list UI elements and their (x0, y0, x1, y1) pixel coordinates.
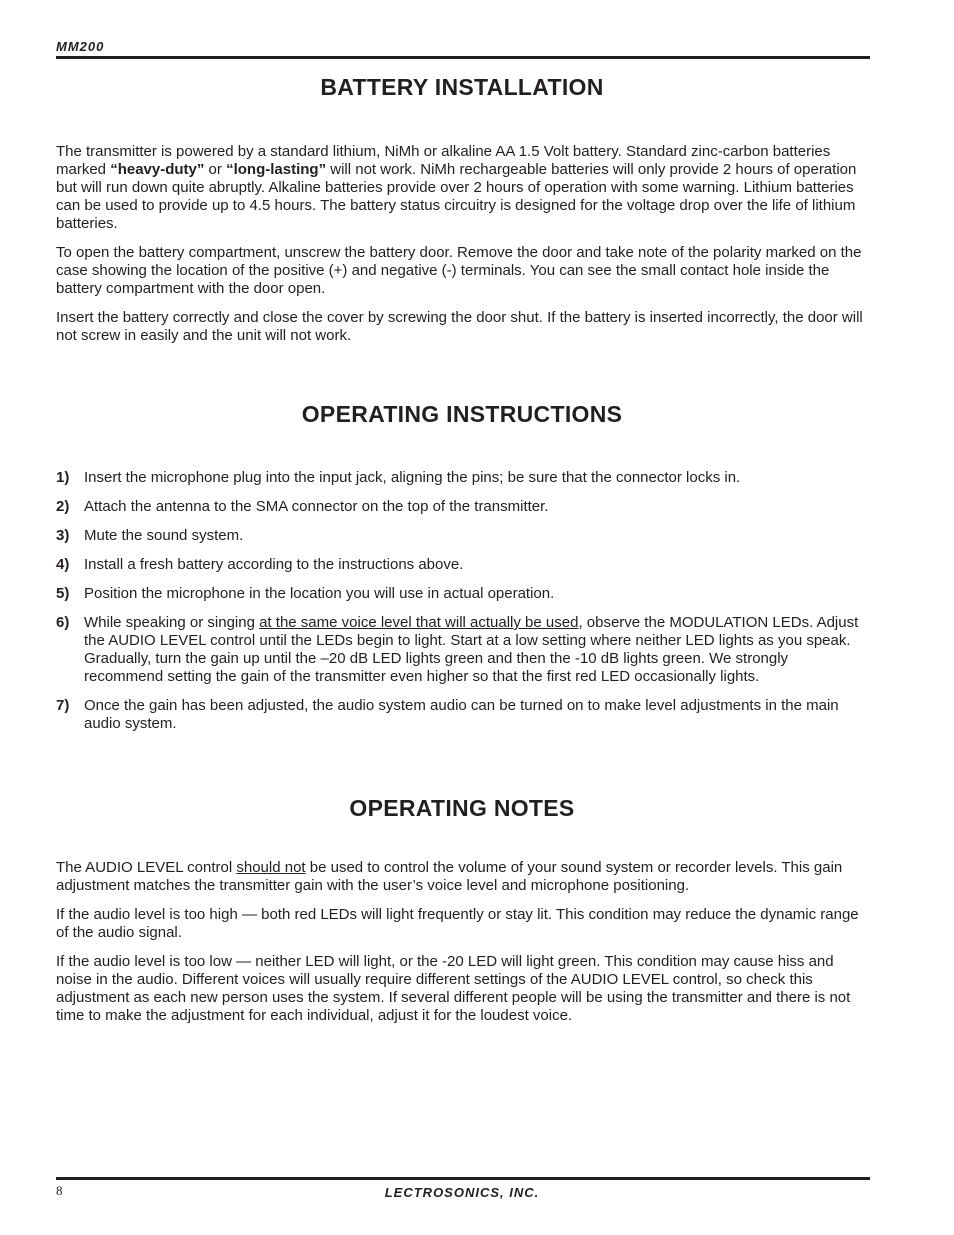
page-number: 8 (56, 1183, 63, 1198)
battery-installation-heading: BATTERY INSTALLATION (320, 74, 604, 100)
list-item: 6) While speaking or singing at the same voice level that will actually be used, observe the MODULATION LEDs. Adjust the AUDIO LEVEL control until the LEDs begin to light. Start at a low setting where neither LED lights as you speak. Gradually, turn the gain up until the –20 dB LED lights green and then the -10 dB lights green. We strongly recommend setting the gain of the transmitter even higher so that the first red LED occasionally lights. (56, 614, 859, 685)
list-item: 2) Attach the antenna to the SMA connector on the top of the transmitter. (56, 498, 549, 515)
underlined-phrase: at the same voice level that will actually be used (259, 614, 579, 631)
list-item: 3) Mute the sound system. (56, 527, 244, 544)
heavy-duty-term: “heavy-duty” (110, 161, 205, 178)
battery-paragraph-3: Insert the battery correctly and close the cover by screwing the door shut. If the battery is inserted incorrectly, the door will not screw in easily and the unit will not work. (56, 309, 863, 344)
list-item: 7) Once the gain has been adjusted, the audio system audio can be turned on to make level adjustments in the main audio system. (56, 697, 839, 732)
header-model-name: MM200 (56, 39, 105, 54)
instruction-steps-list (56, 469, 870, 733)
operating-instructions-section (56, 469, 870, 744)
list-item: 5) Position the microphone in the location you will use in actual operation. (56, 585, 555, 602)
battery-paragraph-1: The transmitter is powered by a standard lithium, NiMh or alkaline AA 1.5 Volt battery. Standard zinc-carbon batteries marked “heavy-duty” or “long-lasting” will not work. NiMh rechargeable batteries will only provide 2 hours of operation but will run down quite abruptly. Alkaline batteries provide over 2 hours of operation with some warning. Lithium batteries can be used to provide up to 4.5 hours. The battery status circuitry is designed for the voltage drop over the life of lithium batteries. (56, 143, 857, 232)
notes-paragraph-1: The AUDIO LEVEL control should not be used to control the volume of your sound system or recorder levels. This gain adjustment matches the transmitter gain with the user’s voice level and microphone positioning. (56, 859, 843, 894)
operating-notes-heading: OPERATING NOTES (349, 795, 575, 821)
battery-paragraph-2: To open the battery compartment, unscrew the battery door. Remove the door and take note of the polarity marked on the case showing the location of the positive (+) and negative (-) terminals. You can see the small contact hole inside the battery compartment with the door open. (56, 244, 862, 297)
operating-instructions-heading: OPERATING INSTRUCTIONS (301, 401, 623, 427)
list-item: 1) Insert the microphone plug into the input jack, aligning the pins; be sure that the connector locks in. (56, 469, 741, 486)
long-lasting-term: “long-lasting” (226, 161, 327, 178)
footer-company-name: LECTROSONICS, INC. (384, 1185, 540, 1200)
battery-installation-section (56, 143, 870, 356)
header-rule (56, 56, 870, 59)
list-item: 4) Install a fresh battery according to the instructions above. (56, 556, 464, 573)
operating-notes-section (56, 859, 870, 1036)
underlined-phrase: should not (236, 859, 306, 876)
notes-paragraph-2: If the audio level is too high — both red LEDs will light frequently or stay lit. This condition may reduce the dynamic range of the audio signal. (56, 906, 859, 941)
notes-paragraph-3: If the audio level is too low — neither LED will light, or the -20 LED will light green. This condition may cause hiss and noise in the audio. Different voices will usually require different settings of the AUDIO LEVEL control, so check this adjustment as each new person uses the system. If several different people will be using the transmitter and there is not time to make the adjustment for each individual, adjust it for the loudest voice. (56, 953, 851, 1024)
footer-rule (56, 1177, 870, 1180)
